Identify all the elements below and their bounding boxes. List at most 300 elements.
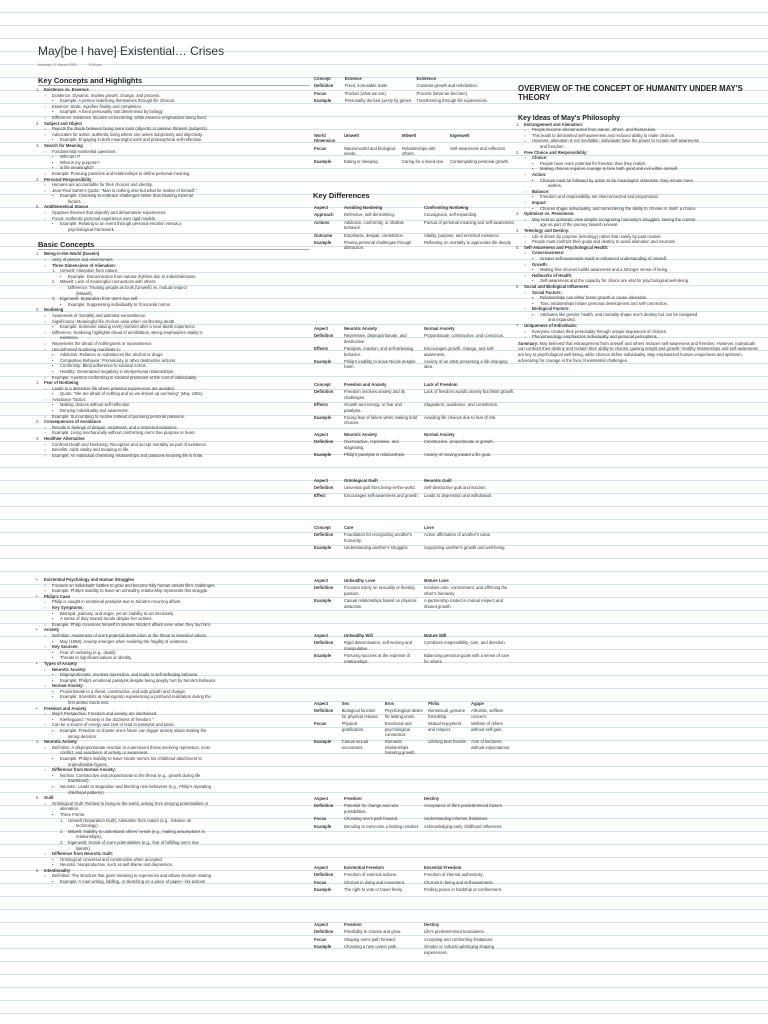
list-item-text: Advocates for active, authentic living where one unites subjectivity and objectivity. — [52, 131, 203, 137]
table-header-cell: Philia — [428, 701, 440, 706]
bullet-marker: ○ — [44, 800, 47, 806]
bullet-marker: ▪ — [532, 278, 534, 284]
bullet-marker: ○ — [44, 604, 47, 610]
comparison-table — [312, 633, 517, 665]
table-header-cell: Avoiding Nonbeing — [344, 205, 383, 210]
table-header-cell: Ontological Guilt — [344, 478, 378, 483]
bullet-marker: ▪ — [52, 391, 54, 397]
list-item-text: Antitheoretical Stance — [44, 204, 89, 210]
table-row-label: Focus — [314, 879, 327, 885]
bullet-marker: ○ — [44, 588, 47, 594]
list-item-text: Example: Scientists at Alamogordo experiencing a profound realization during the — [60, 694, 211, 700]
bullet-marker: ○ — [44, 396, 47, 402]
table-row-label: Definition — [314, 708, 334, 714]
list-item-text: Key Symptoms: — [52, 604, 84, 610]
bullet-marker: ▪ — [52, 638, 54, 644]
page-time: 2:08 pm — [88, 63, 102, 67]
table-cell: Deciding to overcome a limiting mindset. — [344, 823, 420, 829]
bullet-marker: ○ — [524, 328, 527, 334]
bullet-marker: 3. — [516, 211, 520, 217]
list-item-text: Disproportionate, involves repression, and leads to self-defeating behavior. — [60, 672, 199, 678]
table-row — [312, 358, 517, 371]
bullet-marker: ○ — [44, 187, 47, 193]
list-item-text: Normal: Constructive and proportionate to the threat (e.g., growth during life — [60, 772, 201, 778]
table-header-cell: Aspect — [314, 205, 328, 210]
comparison-table — [312, 478, 517, 499]
list-item — [38, 227, 310, 233]
list-item-text: Example: Living mechanically without confronting one's true purpose or fears. — [52, 430, 196, 436]
list-item-text: Existence vs. Essence — [44, 87, 89, 92]
table-row-label: Definition — [314, 585, 334, 591]
list-item-text: Mitwelt: Lack of meaningful connections with others. — [60, 279, 157, 285]
list-item-text: Can be a source of energy and zest or lead to paralysis and panic. — [52, 722, 176, 728]
table-row-label: Example — [314, 653, 332, 659]
bullet-marker: 1. — [52, 268, 56, 274]
bullet-marker: ▪ — [52, 165, 54, 171]
table-row-label: Definition — [314, 439, 334, 445]
bullet-marker: ○ — [44, 329, 47, 335]
list-item-text: Example: Pursuing passions and relationships to define personal meaning. — [52, 170, 191, 176]
comparison-table — [312, 205, 517, 252]
table-row — [312, 738, 517, 756]
list-item-text: Example: Freedom to choose one's future can trigger anxiety about making the — [60, 728, 207, 734]
list-item-text: unpredictable figures. — [68, 761, 109, 767]
list-item-text: Anxiety — [44, 627, 60, 633]
list-item-text: Umwelt: Alienation from nature. — [60, 268, 119, 274]
table-row — [312, 720, 517, 738]
bullet-marker: 5. — [516, 244, 520, 250]
list-item-text: conflict, and avoidance of activity or awareness. — [60, 750, 149, 756]
bullet-marker: ○ — [44, 711, 47, 717]
bullet-marker: ○ — [44, 312, 47, 318]
table-cell: The right to vote or travel freely. — [344, 887, 403, 893]
bullet-marker: ○ — [44, 666, 47, 672]
list-item-text: Example: Disconnection from natural rhythms due to industrialization. — [68, 273, 197, 279]
table-row-label: Example — [314, 823, 332, 829]
bullet-marker: ○ — [524, 216, 527, 222]
basic-concepts-heading: Basic Concepts — [38, 240, 310, 250]
table-cell: Growth and energy, or fear and paralysis. — [344, 402, 402, 413]
comparison-table — [312, 326, 517, 371]
bullet-marker: 4. — [36, 739, 40, 745]
list-item-text: Focuses on individuals' battles to grow and become fully human amidst life's challenges. — [52, 582, 216, 588]
table-header-cell: Lack of Freedom — [424, 382, 458, 387]
bullet-marker: ○ — [44, 644, 47, 650]
bullet-marker: ▪ — [532, 295, 534, 301]
list-item-text: Eigenwelt: Denial of one's potentialities (e.g., fear of fulfilling one's true — [68, 839, 199, 845]
table-cell: Focuses solely on sexuality or fleeting passion. — [344, 585, 415, 596]
table-row — [312, 414, 517, 427]
comparison-table — [312, 922, 517, 956]
table-row-label: Actions — [314, 219, 330, 225]
table-header-cell: Freedom and Anxiety — [344, 382, 387, 387]
bullet-marker: ○ — [44, 447, 47, 453]
bullet-marker: ○ — [524, 233, 527, 239]
list-item-text: Impact: — [532, 200, 547, 205]
list-item-text: Represents the dread of nothingness or nonexistence. — [52, 340, 153, 346]
table-cell: Philip's inability to leave Nicole despite harm. — [344, 359, 416, 370]
table-row — [312, 332, 517, 345]
list-item-text: This leads to diminished self-awareness and reduced ability to make choices. — [532, 132, 676, 138]
list-item-text: wishes. — [548, 183, 562, 189]
list-item-text: Social Factors: — [532, 289, 563, 295]
table-cell: Mutual enjoyment and respect. — [428, 721, 462, 732]
summary-paragraph — [518, 341, 762, 363]
bullet-marker: ▪ — [52, 716, 54, 722]
table-header-cell: Aspect — [314, 922, 328, 927]
list-item-text: Balance: — [532, 188, 550, 194]
table-row — [312, 232, 517, 239]
table-cell: Proportionate, constructive, and conscious. — [424, 333, 505, 339]
bullet-marker: ○ — [524, 132, 527, 138]
list-item-text: alienation. — [60, 806, 80, 812]
page-date: Monday, 17 March 2025 — [38, 63, 77, 67]
table-cell: Casual relationships based on physical attraction. — [344, 598, 417, 609]
key-differences-heading: Key Differences — [313, 191, 370, 200]
bullet-marker: ▪ — [532, 267, 534, 273]
list-item-text: and expanded. — [548, 317, 576, 323]
comparison-table — [312, 76, 517, 105]
table-cell: Life's predetermined boundaries. — [424, 929, 485, 935]
bullet-marker: 1. — [36, 87, 40, 92]
table-row — [312, 928, 517, 935]
list-item-text: Consequences of Avoidance — [44, 419, 101, 425]
list-item-text: Example: Philip convinces himself to tolerate Nicole's affairs even when they hurt him. — [52, 621, 211, 627]
table-row — [312, 82, 517, 89]
list-item-text: However, alienation is not inevitable; individuals have the power to reclaim self-awareness — [532, 138, 699, 144]
list-item-text: Definition: The structure that gives meaning to experience and allows decision making — [52, 873, 212, 879]
list-item-text: Action: — [532, 172, 547, 178]
table-row — [312, 239, 517, 252]
list-item-text: Making free choices builds awareness and a stronger sense of being. — [540, 267, 669, 273]
list-item-text: Humans are accountable for their choices and identity. — [52, 182, 153, 188]
list-item-text: Example: An individual cherishing relationships and passions knowing life is finite. — [52, 452, 204, 458]
list-item-text: Intentionality — [44, 867, 71, 873]
table-header-cell: Aspect — [314, 796, 328, 801]
right-column — [518, 84, 762, 363]
summary-label: Summary: — [518, 340, 539, 346]
bullet-marker: ▪ — [52, 154, 54, 160]
list-item-text: Key Sources: — [52, 644, 79, 650]
list-item-text: and freedom. — [540, 144, 565, 150]
list-item-text: What is my purpose? — [60, 159, 100, 165]
list-item-text: May held an optimistic view despite recognizing humanity's struggles, seeing the current — [532, 216, 696, 222]
table-cell: Defensive, self-diminishing. — [344, 212, 395, 218]
comparison-table — [312, 701, 517, 757]
table-row-label: Example — [314, 415, 332, 421]
list-item-text: Neurotic: Nonproductive, such as self-blame and depression. — [60, 862, 174, 868]
bullet-marker: • — [36, 705, 38, 711]
table-row — [312, 584, 517, 597]
list-item-text: technology). — [76, 823, 99, 829]
table-row-label: Definition — [314, 532, 334, 538]
list-item-text: Difference: Nonbeing highlights dread of annihilation, Being emphasizes vitality in — [52, 329, 203, 335]
bullet-marker: ○ — [44, 210, 47, 216]
table-cell: Active affirmation of another's value. — [424, 532, 492, 538]
list-item-text: Freedom and responsibility are interconnected and proportional. — [540, 194, 659, 200]
table-row — [312, 886, 517, 893]
table-header-cell: Aspect — [314, 701, 328, 706]
table-header-cell: Unhealthy Will — [344, 633, 373, 638]
bullet-marker: 1. — [516, 121, 520, 127]
bullet-marker: ○ — [44, 126, 47, 132]
comparison-table — [312, 432, 517, 459]
list-item-text: Hostility: Generalized negativity in interpersonal relationships. — [60, 368, 175, 374]
list-item-text: May's Perspective: Freedom and anxiety are intertwined. — [52, 711, 158, 717]
list-item-text: wrong decision. — [68, 733, 98, 739]
list-item-text: first atomic bomb test. — [68, 700, 109, 706]
table-header-cell: Eros — [384, 701, 395, 706]
table-row-label: Example — [314, 545, 332, 551]
table-row — [312, 531, 517, 544]
bullet-marker: 5. — [36, 204, 40, 210]
table-cell: Anxiety of moving toward a life goal. — [424, 452, 492, 458]
list-item-text: Subject and Object — [44, 120, 82, 126]
bullet-marker: • — [36, 593, 38, 599]
table-cell: Addiction, conformity, or shallow behavior. — [344, 219, 404, 231]
table-row-label: Focus — [314, 145, 327, 151]
comparison-table — [312, 796, 517, 830]
list-item-text: May (1958): Anxiety emerges when realizing the fragility of existence. — [60, 638, 189, 644]
table-row-label: Approach — [314, 212, 334, 218]
list-item-text: Eigenwelt: Separation from one's true self. — [60, 296, 139, 302]
bullet-marker: ○ — [44, 346, 47, 352]
table-row-label: Focus — [314, 816, 327, 822]
table-row-label: Outcome — [314, 232, 333, 238]
list-item-text: Phenomenology emphasizes individuality and personal perceptions. — [532, 334, 658, 340]
table-cell: Fixed, immutable traits. — [344, 83, 389, 89]
list-item-text: Opposes theories that objectify and dehumanize experiences. — [52, 210, 167, 216]
bullet-marker: ○ — [44, 424, 47, 430]
table-row-label: Effects — [314, 402, 328, 408]
list-item-text: People must confront their goals and destiny to avoid alienation and neurosis. — [532, 239, 676, 245]
bullet-marker: ▪ — [532, 311, 534, 317]
list-item-text: Making choices requires courage to face both good and evil within oneself. — [540, 166, 679, 172]
table-cell: Involves care, commitment, and affirming the other's humanity. — [424, 585, 508, 596]
table-header-cell: Aspect — [314, 432, 328, 437]
table-cell: Nonsexual, genuine friendship. — [428, 708, 466, 719]
bullet-marker: ▪ — [52, 193, 54, 199]
table-header-cell: Mitwelt — [402, 133, 417, 138]
table-row — [312, 145, 517, 158]
table-row-label: Example — [314, 452, 332, 458]
list-item-text: Example: A fixed personality trait determined by biology. — [60, 109, 164, 115]
table-header-cell: Neurotic Anxiety — [344, 326, 378, 331]
bullet-marker: ▪ — [52, 402, 54, 408]
table-cell: Fleeing personal challenges through distraction. — [344, 240, 412, 251]
bullet-marker: 6. — [516, 283, 520, 289]
list-item-text: Neurotic Anxiety — [44, 739, 78, 745]
table-row-label: Definition — [314, 872, 334, 878]
bullet-marker: 1. — [36, 380, 40, 386]
list-item-text: Unity of person and environment. — [52, 257, 114, 263]
table-header-cell: Care — [344, 525, 354, 530]
table-cell: Finding peace in hardship or confinement. — [424, 887, 502, 893]
list-item-text: Philip is caught in emotional paralysis due to Nicole's recurring affairs. — [52, 599, 182, 605]
table-cell: Stagnation, avoidance, and constriction. — [424, 402, 499, 408]
table-header-cell: Destiny — [424, 922, 440, 927]
list-item-text: Ontological Guilt: Related to being-in-the-world, arising from denying potentialities or — [52, 800, 209, 806]
table-header-cell: Existential Freedom — [344, 865, 384, 870]
table-row-label: Definition — [314, 485, 334, 491]
page-timestamp — [38, 63, 102, 67]
table-cell: Choices in being and self-awareness. — [424, 879, 494, 885]
list-item-text: Difference from Normal Anxiety: — [52, 767, 117, 773]
table-cell: Freedom involves anxiety and its challenges. — [344, 389, 405, 400]
bullet-marker: 7. — [516, 323, 520, 329]
table-row — [312, 451, 517, 458]
table-cell: Encourages self-awareness and growth. — [344, 492, 419, 498]
bullet-marker: ○ — [524, 306, 527, 312]
bullet-marker: ○ — [44, 114, 47, 120]
list-item-text: Freedom and Anxiety — [44, 705, 87, 711]
left-column-lower — [38, 577, 310, 885]
list-item-text: Consciousness: — [532, 250, 565, 256]
bullet-marker: ▪ — [52, 363, 54, 369]
bullet-marker: 3. — [60, 839, 64, 845]
table-cell: Personality derived purely by genes. — [344, 98, 413, 104]
table-row-label: Definition — [314, 389, 334, 395]
table-cell: Lifelong best friends. — [428, 739, 467, 745]
key-ideas-list — [518, 122, 762, 340]
table-header-cell: Freedom — [344, 796, 362, 801]
table-row — [312, 597, 517, 610]
table-cell: Lack of freedom avoids anxiety but limits growth. — [424, 389, 515, 395]
list-item-text: Greater self-awareness leads to enhanced understanding of oneself. — [540, 255, 668, 261]
table-cell: Combines responsibility, care, and direction. — [424, 640, 506, 646]
table-row-label: Effects — [314, 346, 328, 352]
key-concepts-heading: Key Concepts and Highlights — [38, 76, 310, 86]
table-header-cell: Sex — [341, 701, 350, 706]
table-cell: Repressive, disproportionate, and destructive. — [344, 333, 407, 344]
table-cell: Encourages growth, change, and self-awareness. — [424, 346, 495, 357]
bullet-marker: ○ — [44, 170, 47, 176]
list-item-text: Compulsive Behavior: Promiscuity or other destructive actions. — [60, 357, 177, 363]
list-item-text: People become disconnected from nature, others, and themselves. — [532, 127, 657, 133]
table-row-label: Example — [314, 158, 332, 164]
table-header-cell: Concept — [314, 76, 331, 81]
bullet-marker: ○ — [44, 131, 47, 137]
table-cell: Potential for change and new possibilities. — [344, 803, 399, 814]
table-cell: Supporting another's growth and well-being. — [424, 545, 506, 551]
table-header-cell: Unhealthy Love — [344, 578, 376, 583]
bullet-marker: ▪ — [52, 783, 54, 789]
list-item-text: A sense of duty toward Nicole despite her actions. — [60, 616, 153, 622]
list-item-text: Example: Philip's emotional paralysis despite being deeply hurt by Nicole's behavior. — [60, 677, 217, 683]
table-cell: Gender or cultural upbringing shaping experiences. — [424, 944, 495, 955]
table-cell: Pursuing success at the expense of relationships. — [344, 653, 411, 664]
table-row — [312, 707, 517, 720]
list-item-text: existence. — [60, 335, 79, 341]
table-cell: Acts of kindness without expectations. — [471, 739, 511, 750]
table-row — [312, 438, 517, 451]
bullet-marker: ○ — [44, 441, 47, 447]
list-item-text: Optimism vs. Pessimism: — [524, 211, 575, 217]
table-cell: Understanding another's struggles. — [344, 545, 409, 551]
bullet-marker: ▪ — [532, 177, 534, 183]
list-item-text: Existential Psychology and Human Struggles — [44, 577, 135, 582]
list-item-text: Attributes like gender, health, and mortality shape one's destiny but can be navigated — [540, 311, 698, 317]
list-item-text: Free Choice and Responsibility: — [524, 149, 588, 155]
table-row — [312, 219, 517, 232]
list-item-text: Example: A person conforming to societal pressures at the cost of individuality. — [52, 374, 198, 380]
list-item-text: Benefits: Adds vitality and meaning to life. — [52, 447, 130, 453]
list-item-text: Making choices without self-reflection. — [60, 402, 131, 408]
table-cell: Freedom of external actions. — [344, 872, 398, 878]
table-cell: Transforming through life experiences. — [416, 98, 488, 104]
table-cell: A partnership rooted in mutual respect and shared growth. — [424, 598, 503, 609]
table-row-label: Definition — [314, 83, 334, 89]
list-item-text: Definition: A disproportionate reaction to a perceived threat involving repression, inner — [52, 744, 211, 750]
bullet-marker: ○ — [44, 103, 47, 109]
bullet-marker: ▪ — [52, 137, 54, 143]
list-item-text: Toxic relationships hinder personal development and self-connection. — [540, 300, 669, 306]
table-row-label: Example — [314, 359, 332, 365]
table-row-label: Example — [314, 240, 332, 246]
bullet-marker: ▪ — [532, 255, 534, 261]
list-item-text: Self-awareness and the capacity for choice are vital for psychological well-being. — [540, 278, 690, 284]
bullet-marker: ○ — [524, 272, 527, 278]
list-item-text: Addiction: Reliance on substances like alcohol or drugs. — [60, 352, 164, 358]
list-item-text: talents). — [76, 845, 91, 851]
table-row-label: Example — [314, 598, 332, 604]
list-item-text: Fear of Nonbeing — [44, 380, 79, 386]
list-item-text: Example: Philip's inability to leave Nicole mirrors his childhood attachment to — [60, 756, 202, 761]
bullet-marker: 2. — [516, 149, 520, 155]
bullet-marker: ○ — [44, 632, 47, 638]
bullet-marker: 4. — [516, 227, 520, 233]
list-item-text: Three Forms: — [60, 811, 86, 817]
bullet-marker: ○ — [44, 767, 47, 773]
table-cell: Shaping one's path forward. — [344, 936, 397, 942]
table-header-cell: Freedom — [344, 922, 362, 927]
table-cell: Product (what we are). — [344, 90, 387, 96]
table-cell: Avoiding life choices due to fear of risk. — [424, 415, 497, 421]
table-header-cell: Aspect — [314, 865, 328, 870]
list-item-text: Three Dimensions of Alienation: — [52, 262, 117, 268]
comparison-table — [312, 578, 517, 610]
comparison-table — [312, 525, 517, 552]
bullet-marker: ○ — [44, 374, 47, 380]
bullet-marker: • — [36, 627, 38, 633]
bullet-marker: 3. — [36, 436, 40, 442]
table-row — [312, 484, 517, 491]
table-header-cell: Mature Love — [424, 578, 449, 583]
table-header-cell: Umwelt — [344, 133, 359, 138]
table-row-label: Focus — [314, 721, 327, 727]
bullet-marker: ○ — [524, 155, 527, 161]
table-header-cell: Eigenwelt — [450, 133, 470, 138]
list-item-text: Essence: Static, signifies finality and completion. — [52, 103, 143, 109]
list-item-text: Avoidance Tactics: — [52, 396, 87, 402]
bullet-marker: ○ — [524, 188, 527, 194]
table-header-cell: Love — [424, 525, 434, 530]
bullet-marker: ○ — [524, 239, 527, 245]
list-item-text: (Mitwelt). — [76, 290, 93, 296]
list-item-text: Uniqueness of Individuals: — [524, 323, 578, 329]
bullet-marker: 1. — [60, 817, 64, 823]
list-item-text: Search for Meaning — [44, 142, 83, 148]
bullet-marker: ○ — [524, 261, 527, 267]
table-header-cell: Aspect — [314, 633, 328, 638]
list-item-text: People have more potential for freedom than they realize. — [540, 160, 647, 166]
bullet-marker: ○ — [44, 621, 47, 627]
table-row — [312, 879, 517, 886]
table-cell: Anxiety of an artist presenting a life-changing idea. — [424, 359, 508, 370]
list-item-text: psychological framework. — [68, 226, 116, 232]
bullet-marker: ▪ — [532, 166, 534, 172]
table-header-cell: Aspect — [314, 578, 328, 583]
